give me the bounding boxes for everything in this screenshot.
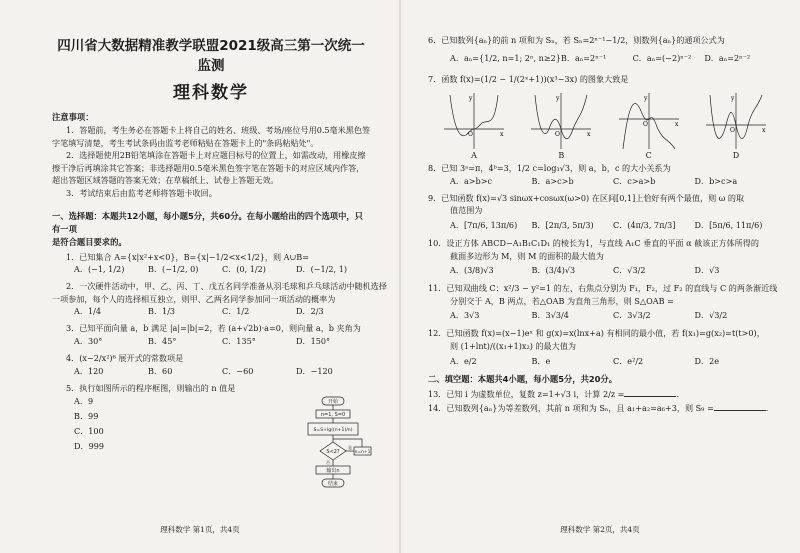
option: A．(−1, 1/2) [74,264,125,275]
question-8-stem: 8．已知 3ᵃ=π，4ᵇ=3，1/2 c=log₃√3，则 a，b，c 的大小关系为 [428,163,671,174]
graph-a-plot [442,89,506,151]
exam-title: 四川省大数据精准教学联盟2021级高三第一次统一监测 [57,38,365,74]
option: D．b>c>a [694,175,738,186]
axis-x-label: x [674,121,679,129]
question-6-stem: 6．已知数列{aₙ}的前 n 项和为 Sₙ，若 Sₙ=2ⁿ⁻¹−1/2，则数列{aₙ}的通项公式为 [428,35,725,45]
graph-a-label: A [471,151,477,161]
question-9-stem: 9．已知函数 f(x)=√3 sinωx+cosωx(ω>0) 在区间[0,1]上恰好有两个最值，则 ω 的取 [428,192,745,203]
option: B．aₙ=2ⁿ⁻¹ [560,52,607,63]
origin-label: O [468,131,473,139]
question-10-stem-cont: 截面多边形为 M，则 M 的面积的最大值为 [450,250,604,261]
notice-line: 擦干净后再填涂其它答案；非选择题用0.5毫米黑色签字笔在答题卡的对应区域内作答， [52,162,365,173]
question-9-stem-cont: 值范围为 [450,205,483,216]
notice-line: 1．答题前，考生务必在答题卡上将自己的姓名、班级、考场/座位号用0.5毫米黑色签 [66,125,371,135]
question-7-graphs [428,89,776,160]
option: A．9 [74,396,94,407]
option: A．30° [74,335,103,346]
option: C．100 [74,426,104,437]
section-choice-heading: 一、选择题：本题共12小题，每小题5分，共60分。在每小题给出的四个选项中，只有一项 [52,210,363,234]
option: B．1/3 [148,306,176,317]
option: C．−60 [222,365,254,376]
origin-label: O [642,121,648,129]
option: C．(0, 1/2) [222,264,266,275]
notice-line: 超出答题区域答题的答案无效；在草稿纸上、试卷上答题无效。 [52,175,279,186]
notice-line: 3．考试结束后由监考老师将答题卡收回。 [66,187,217,198]
option: C．e²/2 [613,355,644,366]
option: B．99 [74,411,99,422]
question-14-text: 14．已知数列{aₙ}为等差数列，其前 n 项和为 Sₙ，且 a₁+a₂=a₆+3，则 S₉ = [428,403,714,414]
option: B．3√3/4 [531,310,569,321]
graph-b-plot [529,89,593,151]
origin-label: O [729,127,735,135]
notice-line: 字笔填写清楚，考生考试条码由监考老师粘贴在答题卡上的"条码粘贴处"。 [52,137,319,148]
section-fill-heading: 二、填空题：本题共4小题，每小题5分，共20分。 [428,373,618,384]
question-1-options [52,263,370,276]
option: B．60 [148,365,173,376]
question-11-stem: 11．已知双曲线 C：x²/3 − y²=1 的左、右焦点分别为 F₁，F₂，过 F₂ 的直线与 C 的两条渐近线 [428,283,778,294]
question-3-options [52,335,370,348]
option: C．3√3/2 [613,310,651,321]
answer-blank-14[interactable] [714,410,766,411]
question-13-text: 13．已知 i 为虚数单位，复数 z=1+√3 i，计算 2/z = [428,388,625,399]
flowchart [302,396,372,496]
question-6-options [428,47,776,69]
flow-condition: S<2? [326,449,340,455]
axis-y-label: y [469,95,473,103]
question-9-options [428,217,776,233]
graph-option-a [442,89,506,160]
flow-assign: S=S+lg((n+1)/n) [313,428,353,433]
axis-x-label: x [587,131,591,139]
option: A．e/2 [450,355,477,366]
question-4-stem: 4．(x−2/x²)⁶ 展开式的常数项是 [66,352,184,363]
question-14: 14．已知数列{aₙ}为等差数列，其前 n 项和为 Sₙ，且 a₁+a₂=a₆+3，则 S₉ = . [428,403,769,414]
section-choice-heading-cont: 是符合题目要求的。 [52,236,127,247]
notice-line: 2．选择题使用2B铅笔填涂在答题卡上对应题目标号的位置上，如需改动，用橡皮擦 [66,150,366,161]
question-3-stem: 3．已知平面向量 a，b 满足 |a|=|b|=2，若 (a+√2b)·a=0，则向量 a，b 夹角为 [66,323,361,334]
question-12-options [428,353,776,369]
option: C．aₙ=(−2)ⁿ⁻² [632,52,692,63]
question-2-stem-cont: 一项参加，每个人的选择相互独立，则甲、乙两名同学参加同一项活动的概率为 [52,293,336,304]
option: D．√3/2 [694,310,728,321]
question-5-stem: 5．执行如图所示的程序框图，则输出的 n 值是 [66,382,236,393]
page-right [400,0,800,553]
graph-b-label: B [558,151,565,161]
graph-d-plot [704,89,768,151]
option: A．aₙ={1/2, n=1; 2ⁿ, n≥2} [450,52,561,63]
page-footer-right: 理科数学 第2页，共4页 [560,525,640,534]
option: D．150° [296,335,331,346]
option: B．a>c>b [531,175,574,186]
graph-c-label: C [645,151,652,161]
question-11-stem-cont: 分别交于 A，B 两点，若△OAB 为直角三角形，则 S△OAB = [450,295,674,306]
question-2-stem: 2．一次硬件活动中，甲、乙、丙、丁、戊五名同学准备从羽毛球和乒乓球活动中随机选择 [66,281,387,292]
option: C．√3/2 [613,265,646,276]
option: D．−120 [296,365,333,376]
flow-start: 开始 [327,399,339,405]
graph-d-label: D [732,151,740,161]
graph-c-plot [617,89,681,151]
question-1-stem: 1．已知集合 A={x|x²+x<0}，B={x|−1/2<x<1/2}，则 A∪B= [66,251,309,262]
question-12-stem-cont: 则 (1+lnt)/((x₁+1)x₂) 的最大值为 [450,340,576,351]
option: D．2/3 [296,306,324,317]
option: B．(3/4)√3 [531,265,576,276]
option: B．e [531,355,551,366]
flow-end: 结束 [327,481,339,487]
option: A．(3/8)√3 [450,265,494,276]
question-12-stem: 12．已知函数 f(x)=(x−1)eˣ 和 g(x)=x(lnx+a) 有相同的最小值，若 f(x₁)=g(x₂)=t(t>0)， [428,328,765,339]
graph-option-b [529,89,593,160]
question-4-options [52,365,370,378]
option: D．(−1/2, 1) [296,264,348,275]
option: C．1/2 [222,306,250,317]
question-10-options [428,262,776,278]
page-footer-left: 理科数学 第1页，共4页 [160,525,240,534]
option: D．2e [694,355,720,366]
option: A．[7π/6, 13π/6) [450,219,518,230]
option: A．1/4 [74,306,101,317]
answer-blank-13[interactable] [624,396,676,397]
option: A．3√3 [450,310,480,321]
graph-option-d [704,89,768,160]
axis-y-label: y [730,95,735,103]
option: D．[5π/6, 11π/6) [694,219,763,230]
origin-label: O [555,131,561,139]
question-10-stem: 10．设正方体 ABCD−A₁B₁C₁D₁ 的棱长为1，与直线 A₁C 垂直的平面 α 截该正方体所得的 [428,237,759,248]
flow-yes: 是 [348,445,352,450]
option: C．c>a>b [613,175,656,186]
graph-option-c [617,89,681,160]
option: B．[2π/3, 5π/3) [531,219,594,230]
notice-title: 注意事项： [52,112,94,122]
option: A．a>b>c [450,175,493,186]
option: C．(4π/3, 7π/3] [613,219,676,230]
option: B．45° [148,335,177,346]
exam-subject: 理科数学 [173,83,249,103]
question-11-options [428,307,776,323]
option: D．aₙ=2ⁿ⁻² [704,52,751,63]
question-13: 13．已知 i 为虚数单位，复数 z=1+√3 i，计算 2/z = . [428,388,680,399]
flow-init: n=1, S=0 [320,412,346,418]
question-2-options [52,305,370,318]
option: D．√3 [694,265,720,276]
axis-y-label: y [643,95,648,103]
option: B．(−1/2, 0) [148,264,199,275]
option: A．120 [74,365,104,376]
question-8-options [428,175,776,188]
flow-no: 否 [326,460,330,465]
option: D．999 [74,441,105,452]
flow-increment: n=n+1 [354,450,371,455]
flow-output: 输出n [326,468,340,474]
axis-y-label: y [556,95,560,103]
option: C．135° [222,335,256,346]
axis-x-label: x [500,131,504,139]
question-7-stem: 7．函数 f(x)=(1/2 − 1/(2ˣ+1))(x³−3x) 的图象大致是 [428,73,629,84]
axis-x-label: x [761,127,766,135]
